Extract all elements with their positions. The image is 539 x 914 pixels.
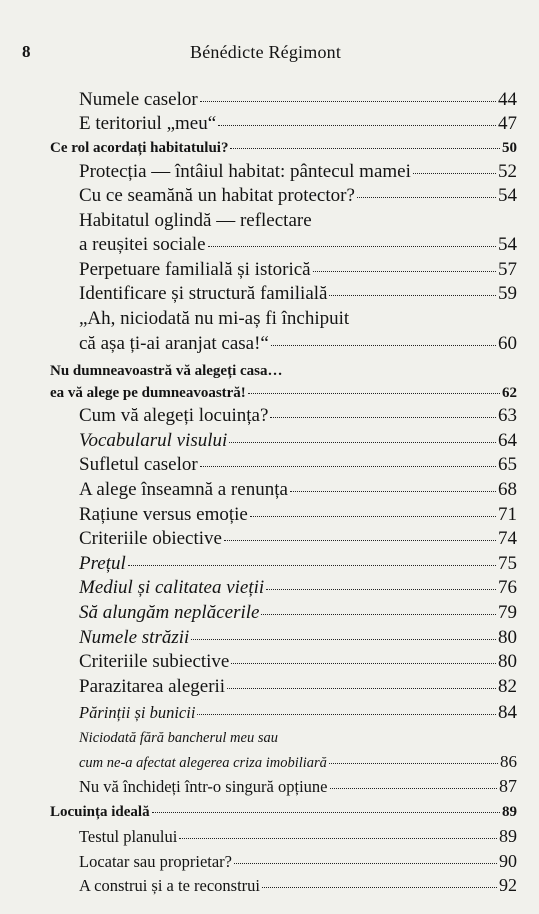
dot-leader: [234, 862, 497, 864]
dot-leader: [313, 270, 496, 272]
dot-leader: [262, 886, 497, 888]
toc-entry: [79, 826, 517, 847]
toc-entry-title: Cu ce seamănă un habitat protector?: [79, 185, 355, 206]
toc-entry: [79, 479, 517, 501]
toc-entry-page: 80: [498, 651, 517, 672]
toc-entry-page: 79: [498, 602, 517, 623]
toc-entry-page: 89: [502, 804, 517, 820]
toc-entry-page: 62: [502, 385, 517, 401]
toc-entry: [79, 454, 517, 476]
toc-section-entry: [50, 385, 517, 402]
running-head: Bénédicte Régimont: [190, 42, 342, 62]
toc-entry: [79, 259, 517, 281]
toc-section-title: Locuința ideală: [50, 804, 150, 820]
toc-entry: [79, 676, 517, 698]
toc-entry-page: 92: [499, 875, 517, 895]
toc-entry-page: 63: [498, 405, 517, 426]
toc-entry: [79, 627, 517, 649]
dot-leader: [224, 539, 496, 541]
toc-entry-title: Rațiune versus emoție: [79, 504, 248, 525]
toc-entry-title: că așa ți-ai aranjat casa!“: [79, 333, 269, 354]
dot-leader: [152, 811, 500, 813]
toc-entry: [79, 234, 517, 256]
toc-entry-title: cum ne-a afectat alegerea criza imobiliară: [79, 755, 327, 771]
dot-leader: [200, 100, 496, 102]
dot-leader: [229, 441, 496, 443]
toc-entry-page: 75: [498, 553, 517, 574]
toc-entry-title: E teritoriul „meu“: [79, 113, 217, 134]
toc-entry-page: 54: [498, 185, 517, 206]
dot-leader: [179, 837, 497, 839]
toc-entry-title: Criteriile obiective: [79, 528, 222, 549]
toc-entry-page: 68: [498, 479, 517, 500]
toc-section-entry: [50, 804, 517, 821]
toc-entry: [79, 875, 517, 896]
toc-entry-page: 65: [498, 454, 517, 475]
page-number: 8: [22, 42, 31, 61]
toc-section-entry: [50, 140, 517, 157]
toc-entry: [79, 283, 517, 305]
toc-entry-title: Protecția — întâiul habitat: pântecul mamei: [79, 161, 411, 182]
toc-entry-page: 71: [498, 504, 517, 525]
dot-leader: [128, 564, 496, 566]
dot-leader: [248, 392, 500, 394]
toc-entry-title: Vocabularul visului: [79, 430, 228, 451]
toc-section-title: Ce rol acordați habitatului?: [50, 140, 229, 156]
toc-entry-page: 86: [500, 752, 517, 771]
dot-leader: [218, 124, 496, 126]
toc-entry-page: 74: [498, 528, 517, 549]
toc-entry: [79, 702, 517, 724]
toc-entry: [79, 504, 517, 526]
toc-entry-line: Niciodată fără bancherul meu sau: [79, 730, 278, 746]
dot-leader: [266, 588, 496, 590]
toc-entry-page: 54: [498, 234, 517, 255]
toc-entry-title: A construi și a te reconstrui: [79, 876, 261, 895]
dot-leader: [230, 147, 500, 149]
toc-entry-page: 50: [502, 140, 517, 156]
toc-entry-page: 76: [498, 577, 517, 598]
dot-leader: [261, 613, 496, 615]
toc-entry-title: Sufletul caselor: [79, 454, 198, 475]
toc-entry-line: Habitatul oglindă — reflectare: [79, 210, 312, 231]
toc-entry-page: 60: [498, 333, 517, 354]
toc-entry-title: Numele străzii: [79, 627, 190, 648]
toc-entry: [79, 602, 517, 624]
toc-section-title: ea vă alege pe dumneavoastră!: [50, 385, 246, 401]
toc-entry-page: 59: [498, 283, 517, 304]
toc-entry-title: Nu vă închideți într-o singură opțiune: [79, 777, 328, 796]
toc-entry-title: a reușitei sociale: [79, 234, 206, 255]
toc-entry-page: 82: [498, 676, 517, 697]
toc-entry: [79, 185, 517, 207]
toc-entry-page: 52: [498, 161, 517, 182]
toc-entry-title: Criteriile subiective: [79, 651, 230, 672]
dot-leader: [413, 172, 496, 174]
toc-entry-title: Părinții și bunicii: [79, 703, 196, 722]
dot-leader: [329, 762, 498, 764]
dot-leader: [250, 515, 496, 517]
toc-entry: [79, 528, 517, 550]
toc-entry: [79, 651, 517, 673]
dot-leader: [231, 662, 496, 664]
toc-entry-title: Prețul: [79, 553, 126, 574]
dot-leader: [329, 294, 496, 296]
dot-leader: [290, 490, 496, 492]
toc-entry-page: 84: [498, 702, 517, 723]
toc-entry-title: A alege înseamnă a renunța: [79, 479, 288, 500]
toc-entry-title: Identificare și structură familială: [79, 283, 328, 304]
dot-leader: [330, 787, 498, 789]
toc-entry: [79, 776, 517, 797]
toc-entry-title: Numele caselor: [79, 89, 198, 110]
toc-entry: [79, 851, 517, 872]
dot-leader: [271, 344, 496, 346]
toc-entry: [79, 89, 517, 111]
toc-entry-title: Mediul și calitatea vieții: [79, 577, 265, 598]
toc-entry: [79, 113, 517, 135]
toc-entry-page: 57: [498, 259, 517, 280]
dot-leader: [197, 713, 496, 715]
dot-leader: [357, 196, 496, 198]
page-header: [0, 42, 539, 64]
toc-entry-page: 44: [498, 89, 517, 110]
dot-leader: [227, 687, 496, 689]
dot-leader: [200, 465, 496, 467]
toc-entry-page: 89: [499, 826, 517, 846]
toc-entry: [79, 430, 517, 452]
toc-entry: [79, 752, 517, 772]
toc-entry-line: „Ah, niciodată nu mi-aș fi închipuit: [79, 308, 350, 329]
toc-entry: [79, 553, 517, 575]
toc-entry-title: Testul planului: [79, 827, 178, 846]
toc-entry-title: Cum vă alegeți locuința?: [79, 405, 269, 426]
toc-entry: [79, 161, 517, 183]
toc-entry: [79, 405, 517, 427]
toc-entry-title: Să alungăm neplăcerile: [79, 602, 260, 623]
toc-entry-page: 64: [498, 430, 517, 451]
dot-leader: [270, 416, 496, 418]
toc-section-line: Nu dumneavoastră vă alegeți casa…: [50, 363, 283, 379]
toc-entry: [79, 577, 517, 599]
toc-entry-page: 80: [498, 627, 517, 648]
toc-entry-page: 47: [498, 113, 517, 134]
toc-entry: [79, 333, 517, 355]
toc-entry-title: Perpetuare familială și istorică: [79, 259, 311, 280]
dot-leader: [191, 638, 496, 640]
toc-entry-title: Parazitarea alegerii: [79, 676, 226, 697]
toc-entry-page: 87: [499, 776, 517, 796]
dot-leader: [208, 245, 496, 247]
toc-entry-page: 90: [499, 851, 517, 871]
toc-entry-title: Locatar sau proprietar?: [79, 852, 232, 871]
